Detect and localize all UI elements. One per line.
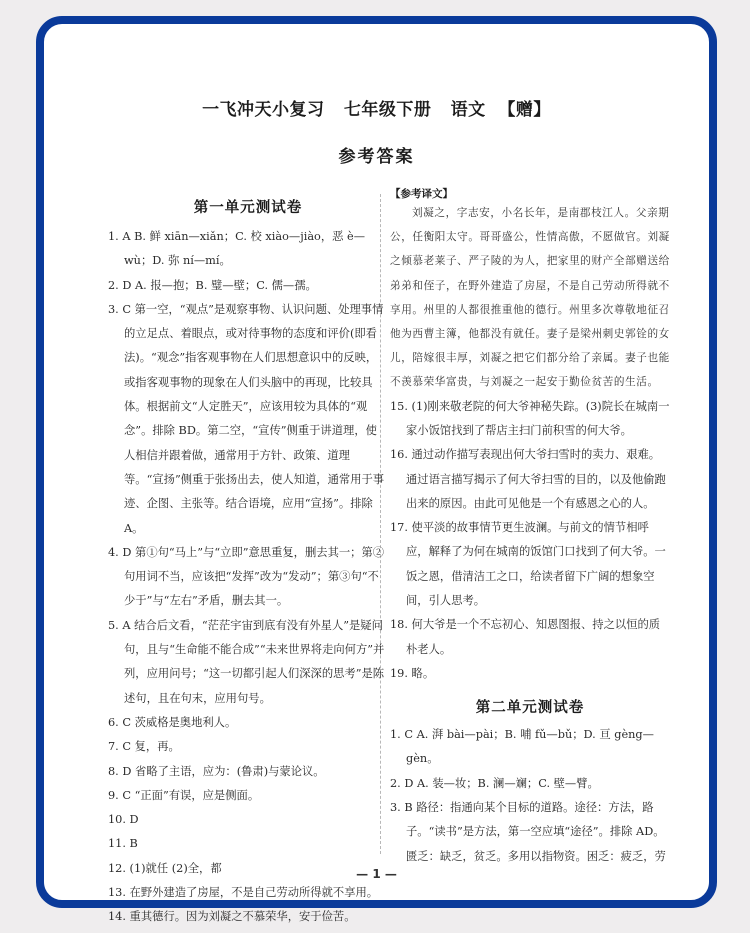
answer-item: 11. B bbox=[108, 837, 138, 851]
reference-label: 【参考译文】 bbox=[390, 188, 453, 200]
answer-page bbox=[44, 24, 709, 924]
page-title: 参考答案 bbox=[338, 147, 415, 167]
reference-translation: 刘凝之，字志安，小名长年，是南郡枝江人。父亲期公，任衡阳太守。哥哥盛公，性情高傲，不愿做官。刘凝之倾慕老莱子、严子陵的为人，把家里的财产全部赠送给弟弟和侄子，在野外建造了房屋，不是自己劳动所得就不享用。州里的人都很推重他的德行。州里多次尊敬地征召他为西曹主簿，他都没有就任。妻子是梁州刺史郭铨的女儿，陪嫁很丰厚，刘凝之把它们都分给了亲属。妻子也能不羡慕荣华富贵，与刘凝之一起安于勤俭贫苦的生活。 bbox=[390, 207, 670, 389]
answer-item: 17. 使平淡的故事情节更生波澜。与前文的情节相呼应，解释了为何在城南的饭馆门口找到了何大爷。一饭之恩，借清洁工之口，给读者留下广阔的想象空间，引人思考。 bbox=[390, 521, 666, 607]
answer-item: 10. D bbox=[108, 813, 139, 827]
page-number: — 1 — bbox=[356, 867, 397, 881]
unit1-title: 第一单元测试卷 bbox=[193, 200, 303, 216]
answer-item: 2. D A. 报—抱；B. 璧—壁；C. 儒—孺。 bbox=[108, 278, 317, 292]
answer-item: 3. B 路径：指通向某个目标的道路。途径：方法，路子。“读书”是方法，第一空应填“途径”。排除 AD。匮乏：缺乏，贫乏。多用以指物资。困乏：疲乏，劳 bbox=[390, 801, 666, 863]
answer-item: 3. C 第一空，“观点”是观察事物、认识问题、处理事情的立足点、着眼点，或对待事物的态度和评价(即看法)。“观念”指客观事物在人们思想意识中的反映，或指客观事物的现象在人们头脑中的再现，比较具体。根据前文“人定胜天”，应该用较为具体的“观念”。排除 BD。第二空，“宣传”侧重于讲道理，使人相信并跟着做，通常用于方针、政策、道理等。“宣扬”侧重于张扬出去，使人知道，通常用于事迹、企图、主张等。结合语境，应用“宣扬”。排除 A。 bbox=[108, 302, 385, 535]
answer-item: 4. D 第①句“马上”与“立即”意思重复，删去其一；第②句用词不当，应该把“发挥”改为“发动”；第③句“不少于”与“左右”矛盾，删去其一。 bbox=[108, 545, 385, 608]
answer-item: 7. C 复，再。 bbox=[108, 740, 180, 754]
answer-item: 6. C 茨威格是奥地利人。 bbox=[108, 715, 237, 729]
answer-item: 19. 略。 bbox=[390, 666, 435, 680]
answer-item: 1. A B. 鲜 xiān—xiǎn；C. 校 xiào—jiào，恶 è—wù；D. 弥 ní—mí。 bbox=[108, 230, 366, 268]
answer-item: 15. (1)刚来敬老院的何大爷神秘失踪。(3)院长在城南一家小饭馆找到了帮店主扫门前积雪的何大爷。 bbox=[390, 399, 670, 437]
page-frame bbox=[36, 16, 717, 924]
answer-item: 5. A 结合后文看，“茫茫宇宙到底有没有外星人”是疑问句，且与“生命能不能合成”“未来世界将走向何方”并列，应用问号；“这一切都引起人们深深的思考”是陈述句，且在句末，应用句号。 bbox=[108, 618, 385, 705]
right-column bbox=[390, 186, 670, 869]
answer-item: 9. C “正面”有误，应是侧面。 bbox=[108, 788, 260, 802]
book-title: 一飞冲天小复习 七年级下册 语文 【赠】 bbox=[202, 100, 551, 120]
answer-item: 12. (1)就任 (2)全，都 bbox=[108, 861, 222, 875]
answer-item: 13. 在野外建造了房屋，不是自己劳动所得就不享用。 bbox=[108, 886, 379, 900]
answer-item: 18. 何大爷是一个不忘初心、知恩图报、持之以恒的质朴老人。 bbox=[390, 618, 661, 656]
answer-item: 2. D A. 装—妆；B. 澜—斓；C. 壁—臂。 bbox=[390, 776, 599, 790]
answer-item: 14. 重其德行。因为刘凝之不慕荣华，安于俭苦。 bbox=[108, 910, 356, 924]
unit2-title: 第二单元测试卷 bbox=[475, 700, 585, 717]
answer-item: 8. D 省略了主语，应为：(鲁肃)与蒙论议。 bbox=[108, 764, 325, 778]
answer-item: 1. C A. 湃 bài—pài；B. 哺 fǔ—bǔ；D. 亘 gèng—gèn。 bbox=[390, 728, 654, 766]
left-column bbox=[108, 196, 388, 930]
answer-item: 16. 通过动作描写表现出何大爷扫雪时的卖力、艰难。通过语言描写揭示了何大爷扫雪的目的，以及他偷跑出来的原因。由此可见他是一个有感恩之心的人。 bbox=[390, 448, 666, 510]
